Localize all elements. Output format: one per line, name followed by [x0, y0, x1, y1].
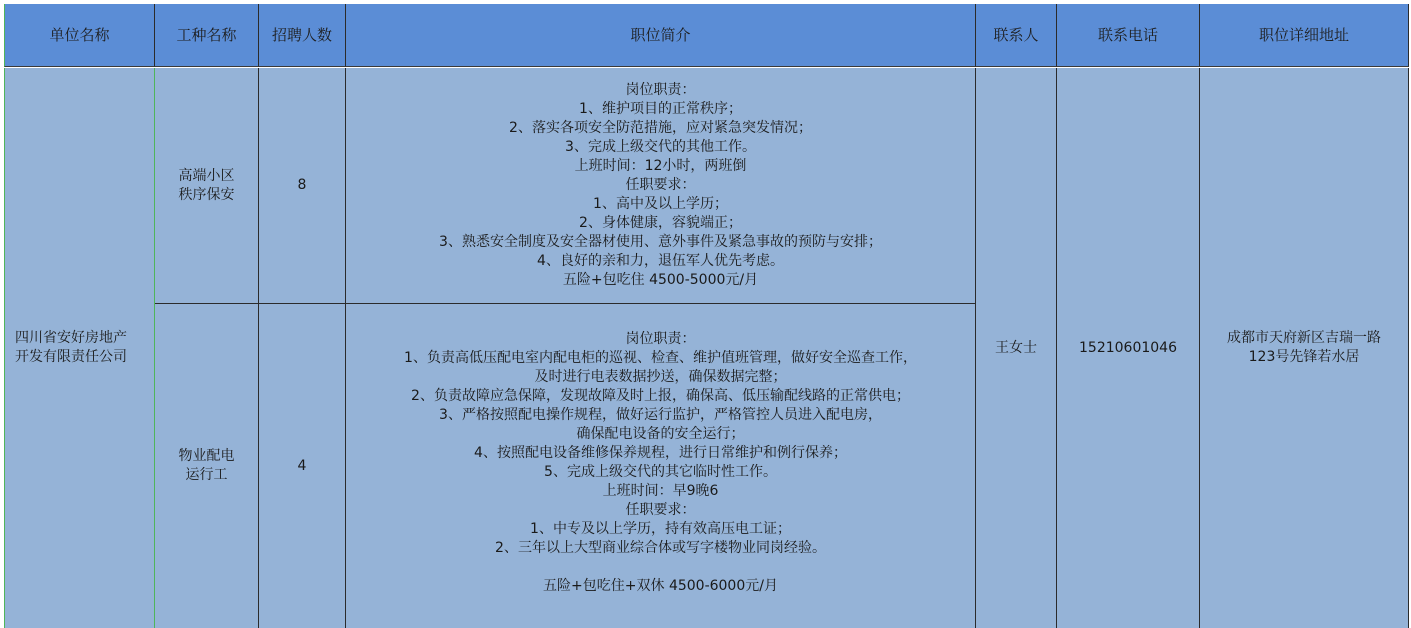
job-2-description-cell: [346, 304, 976, 628]
job-1-desc-line: 4、良好的亲和力，退伍军人优先考虑。: [537, 253, 784, 269]
address-cell: [1200, 68, 1409, 628]
header-address: [1200, 4, 1409, 67]
header-phone-label: 联系电话: [1097, 25, 1158, 44]
job-2-desc-line: 上班时间：早9晚6: [602, 483, 719, 499]
job-2-desc-line: 3、严格按照配电操作规程，做好运行监护，严格管控人员进入配电房，: [439, 407, 882, 423]
header-job-name: [155, 4, 259, 67]
header-contact-label: 联系人: [993, 25, 1039, 44]
job-1-count-cell: [259, 68, 346, 303]
job-1-desc-line: 任职要求：: [625, 177, 696, 193]
job-2-desc-line: 及时进行电表数据抄送，确保数据完整；: [534, 369, 787, 385]
header-company: [4, 4, 155, 67]
job-2-count-cell: [259, 304, 346, 628]
job-1-name-cell: [155, 68, 259, 303]
job-2-name-cell: [155, 304, 259, 628]
job-1-desc-line: 1、高中及以上学历；: [593, 196, 728, 212]
header-address-label: 职位详细地址: [1258, 25, 1349, 44]
job-1-desc-line: 3、熟悉安全制度及安全器材使用、意外事件及紧急事故的预防与安排；: [439, 234, 882, 250]
job-1-count: 8: [297, 177, 307, 193]
job-2-desc-line: 1、负责高低压配电室内配电柜的巡视、检查、维护值班管理，做好安全巡查工作，: [404, 350, 917, 366]
job-1-description-cell: [346, 68, 976, 303]
job-1-desc-line: 2、身体健康，容貌端正；: [579, 215, 742, 231]
job-2-desc-line: 1、中专及以上学历，持有效高压电工证；: [530, 521, 791, 537]
job-2-desc-line: 任职要求：: [625, 502, 696, 518]
header-description: [346, 4, 976, 67]
job-1-desc-line: 2、落实各项安全防范措施，应对紧急突发情况；: [509, 120, 812, 136]
header-description-label: 职位简介: [630, 25, 691, 44]
job-2-name-line-1: 物业配电: [178, 448, 235, 464]
header-headcount: [259, 4, 346, 67]
job-1-name-line-1: 高端小区: [178, 167, 235, 184]
job-1-desc-line: 上班时间：12小时，两班倒: [574, 158, 747, 174]
address-line-2: 123号先锋若水居: [1248, 349, 1360, 365]
job-2-desc-line: 4、按照配电设备维修保养规程，进行日常维护和例行保养；: [474, 445, 847, 461]
job-2-desc-line: 确保配电设备的安全运行；: [576, 426, 745, 442]
job-2-desc-line: 岗位职责：: [625, 331, 696, 347]
phone-number: 15210601046: [1079, 339, 1177, 356]
job-1-desc-line: 3、完成上级交代的其他工作。: [565, 139, 756, 155]
header-company-label: 单位名称: [49, 25, 110, 44]
contact-cell: [976, 68, 1057, 628]
company-cell: [4, 68, 155, 628]
header-job-name-label: 工种名称: [176, 25, 237, 44]
job-1-salary-line: 五险+包吃住 4500-5000元/月: [562, 272, 759, 288]
header-phone: [1057, 4, 1200, 67]
job-2-desc-line: 2、三年以上大型商业综合体或写字楼物业同岗经验。: [495, 540, 826, 556]
job-2-desc-line: 2、负责故障应急保障，发现故障及时上报，确保高、低压输配线路的正常供电；: [411, 388, 910, 404]
job-2-count: 4: [297, 457, 307, 474]
job-1-name-line-2: 秩序保安: [178, 186, 235, 203]
header-contact: [976, 4, 1057, 67]
contact-person: 王女士: [995, 339, 1037, 356]
job-2-salary-line: 五险+包吃住+双休 4500-6000元/月: [543, 578, 778, 594]
company-name-line-2: 开发有限责任公司: [15, 349, 127, 365]
address-line-1: 成都市天府新区吉瑞一路: [1227, 330, 1381, 346]
job-2-desc-line: 5、完成上级交代的其它临时性工作。: [544, 464, 777, 480]
job-1-desc-line: 1、维护项目的正常秩序；: [579, 101, 742, 117]
header-headcount-label: 招聘人数: [271, 25, 332, 44]
job-2-name-line-2: 运行工: [185, 467, 228, 483]
company-name-line-1: 四川省安好房地产: [15, 330, 127, 346]
job-1-desc-line: 岗位职责：: [625, 82, 696, 98]
phone-cell: [1057, 68, 1200, 628]
